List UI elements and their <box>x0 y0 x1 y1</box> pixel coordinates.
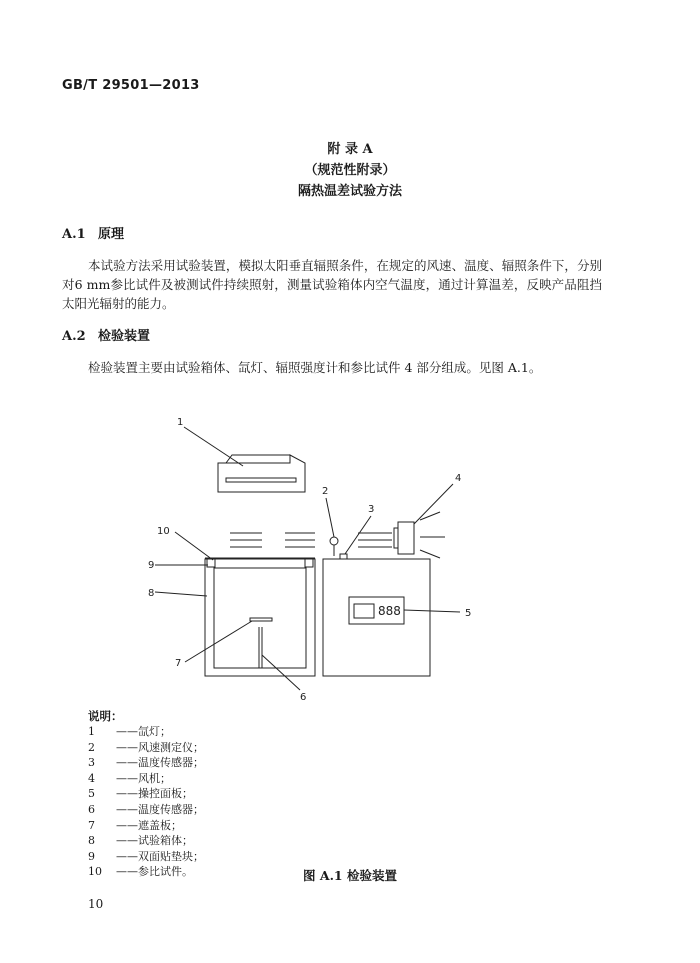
standard-number: GB/T 29501—2013 <box>62 78 200 93</box>
legend-number: 5 <box>88 787 95 801</box>
section-title: 原理 <box>98 227 125 242</box>
apparatus-diagram <box>0 400 700 705</box>
legend-item <box>88 786 204 802</box>
legend-item <box>88 740 204 756</box>
double-sided-pad-left <box>207 559 215 567</box>
legend-number: 8 <box>88 834 95 848</box>
legend-text: ——风机； <box>116 771 171 785</box>
callout-4: 4 <box>455 473 462 484</box>
legend-text: ——操控面板； <box>116 787 193 801</box>
section-heading-a1 <box>62 223 124 242</box>
section-number: A.1 <box>62 227 86 242</box>
callout-6: 6 <box>300 692 307 703</box>
legend-item <box>88 849 204 865</box>
callout-7: 7 <box>175 658 182 669</box>
legend-item <box>88 833 204 849</box>
callout-1: 1 <box>177 417 184 428</box>
legend-item <box>88 802 204 818</box>
legend-number: 7 <box>88 818 95 832</box>
legend-number: 6 <box>88 802 95 816</box>
fan <box>398 522 414 554</box>
section-a1-paragraph: 本试验方法采用试验装置，模拟太阳垂直辐照条件，在规定的风速、温度、辐照条件下，分别对6 mm参比试件及被测试件持续照射，测量试验箱体内空气温度，通过计算温差，反映产品阻挡太阳光辐射的能力。 <box>62 258 602 311</box>
callout-5: 5 <box>465 608 472 619</box>
control-cabinet <box>323 559 430 676</box>
cover-plate <box>250 618 272 621</box>
callout-3: 3 <box>368 504 375 515</box>
annex-type: （规范性附录） <box>304 163 396 178</box>
legend-number: 2 <box>88 740 95 754</box>
lamp-housing-top <box>226 455 290 463</box>
legend-item <box>88 818 204 834</box>
annex-title: 附 录 A <box>327 142 373 157</box>
legend-text: ——氙灯； <box>116 725 171 738</box>
legend-text: ——试验箱体； <box>116 834 193 848</box>
legend-item <box>88 771 204 787</box>
xenon-lamp-tube <box>226 478 296 482</box>
legend-number: 3 <box>88 756 95 770</box>
xenon-lamp-housing <box>218 455 305 492</box>
callout-8: 8 <box>148 588 155 599</box>
figure-legend <box>88 724 204 880</box>
legend-item <box>88 724 204 740</box>
legend-number: 1 <box>88 725 95 738</box>
section-a2-paragraph: 检验装置主要由试验箱体、氙灯、辐照强度计和参比试件 4 部分组成。见图 A.1。 <box>88 360 542 375</box>
anemometer <box>330 537 338 545</box>
section-number: A.2 <box>62 329 86 344</box>
temperature-sensor-top <box>340 554 347 559</box>
legend-title: 说明： <box>88 709 123 723</box>
legend-text: ——温度传感器； <box>116 802 204 816</box>
legend-number: 9 <box>88 849 95 863</box>
wind-arrows <box>230 512 445 558</box>
legend-text: ——参比试件。 <box>116 865 193 879</box>
section-heading-a2 <box>62 325 150 344</box>
double-sided-pad-right <box>305 559 313 567</box>
annex-name: 隔热温差试验方法 <box>297 184 402 199</box>
callout-2: 2 <box>322 486 329 497</box>
legend-item <box>88 755 204 771</box>
callout-9: 9 <box>148 560 155 571</box>
panel-display: 888 <box>378 604 401 618</box>
legend-text: ——双面贴垫块； <box>116 849 204 863</box>
figure-caption: 图 A.1 检验装置 <box>303 868 397 883</box>
section-title: 检验装置 <box>98 329 151 344</box>
legend-number: 10 <box>88 865 102 879</box>
legend-text: ——风速测定仪； <box>116 740 204 754</box>
panel-screen <box>354 604 374 618</box>
legend-text: ——遮盖板； <box>116 818 182 832</box>
callout-labels <box>148 417 471 703</box>
legend-text: ——温度传感器； <box>116 756 204 770</box>
legend-number: 4 <box>88 771 95 785</box>
callout-10: 10 <box>157 526 170 537</box>
page-number: 10 <box>88 897 104 911</box>
